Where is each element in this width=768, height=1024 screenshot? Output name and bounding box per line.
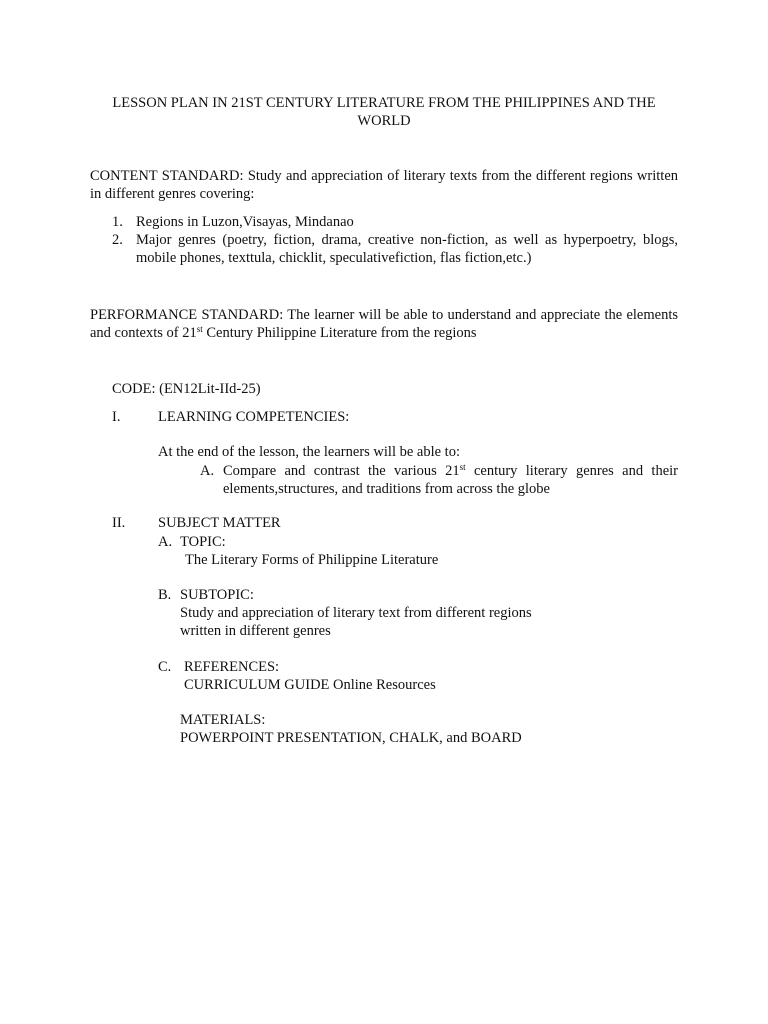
ordinal-suffix: st: [196, 324, 203, 334]
competency-text-start: Compare and contrast the various 21: [223, 463, 460, 479]
references-letter: C.: [158, 659, 172, 675]
section-title: SUBJECT MATTER: [158, 515, 281, 531]
topic-label: TOPIC:: [180, 534, 226, 550]
code-line: CODE: (EN12Lit-IId-25): [112, 381, 261, 397]
section-title: LEARNING COMPETENCIES:: [158, 409, 350, 425]
competencies-intro: At the end of the lesson, the learners will be able to:: [158, 444, 460, 460]
list-item-number: 1.: [112, 214, 123, 230]
page-title: LESSON PLAN IN 21ST CENTURY LITERATURE FROM THE PHILIPPINES AND THE WORLD: [112, 95, 656, 129]
content-standard-label: CONTENT STANDARD:: [90, 168, 244, 184]
performance-standard-label: PERFORMANCE STANDARD:: [90, 307, 284, 323]
content-standard: [90, 167, 678, 203]
topic-letter: A.: [158, 534, 173, 550]
section-number: I.: [112, 409, 121, 425]
references-label: REFERENCES:: [184, 659, 280, 675]
list-item-number: 2.: [112, 232, 123, 248]
competency-text: [223, 462, 678, 498]
subtopic-text-line1: Study and appreciation of literary text from different regions: [180, 605, 532, 621]
ordinal-suffix: st: [459, 462, 466, 472]
materials-text: POWERPOINT PRESENTATION, CHALK, and BOARD: [180, 730, 522, 746]
list-item-text: Major genres (poetry, fiction, drama, creative non-fiction, as well as hyperpoetry, blogs, mobile phones, texttula, chicklit, speculativefiction, flas fiction,etc.): [136, 232, 678, 266]
list-item-text: Regions in Luzon,Visayas, Mindanao: [136, 214, 354, 230]
competency-letter: A.: [200, 463, 215, 479]
materials-label: MATERIALS:: [180, 712, 266, 728]
performance-standard: [90, 306, 678, 342]
topic-text: The Literary Forms of Philippine Literature: [185, 552, 439, 568]
performance-standard-text: The learner will be able to understand and appreciate the elements and contexts of 21: [90, 307, 679, 341]
competency-text-end: century literary genres and their elements,structures, and traditions from across the globe: [223, 463, 678, 497]
subtopic-label: SUBTOPIC:: [180, 587, 254, 603]
subtopic-letter: B.: [158, 587, 172, 603]
content-standard-text: Study and appreciation of literary texts from the different regions written in different genres covering:: [90, 168, 679, 202]
references-text: CURRICULUM GUIDE Online Resources: [184, 677, 436, 693]
performance-standard-text-end: Century Philippine Literature from the regions: [202, 325, 477, 341]
subtopic-text-line2: written in different genres: [180, 623, 331, 639]
section-number: II.: [112, 515, 126, 531]
